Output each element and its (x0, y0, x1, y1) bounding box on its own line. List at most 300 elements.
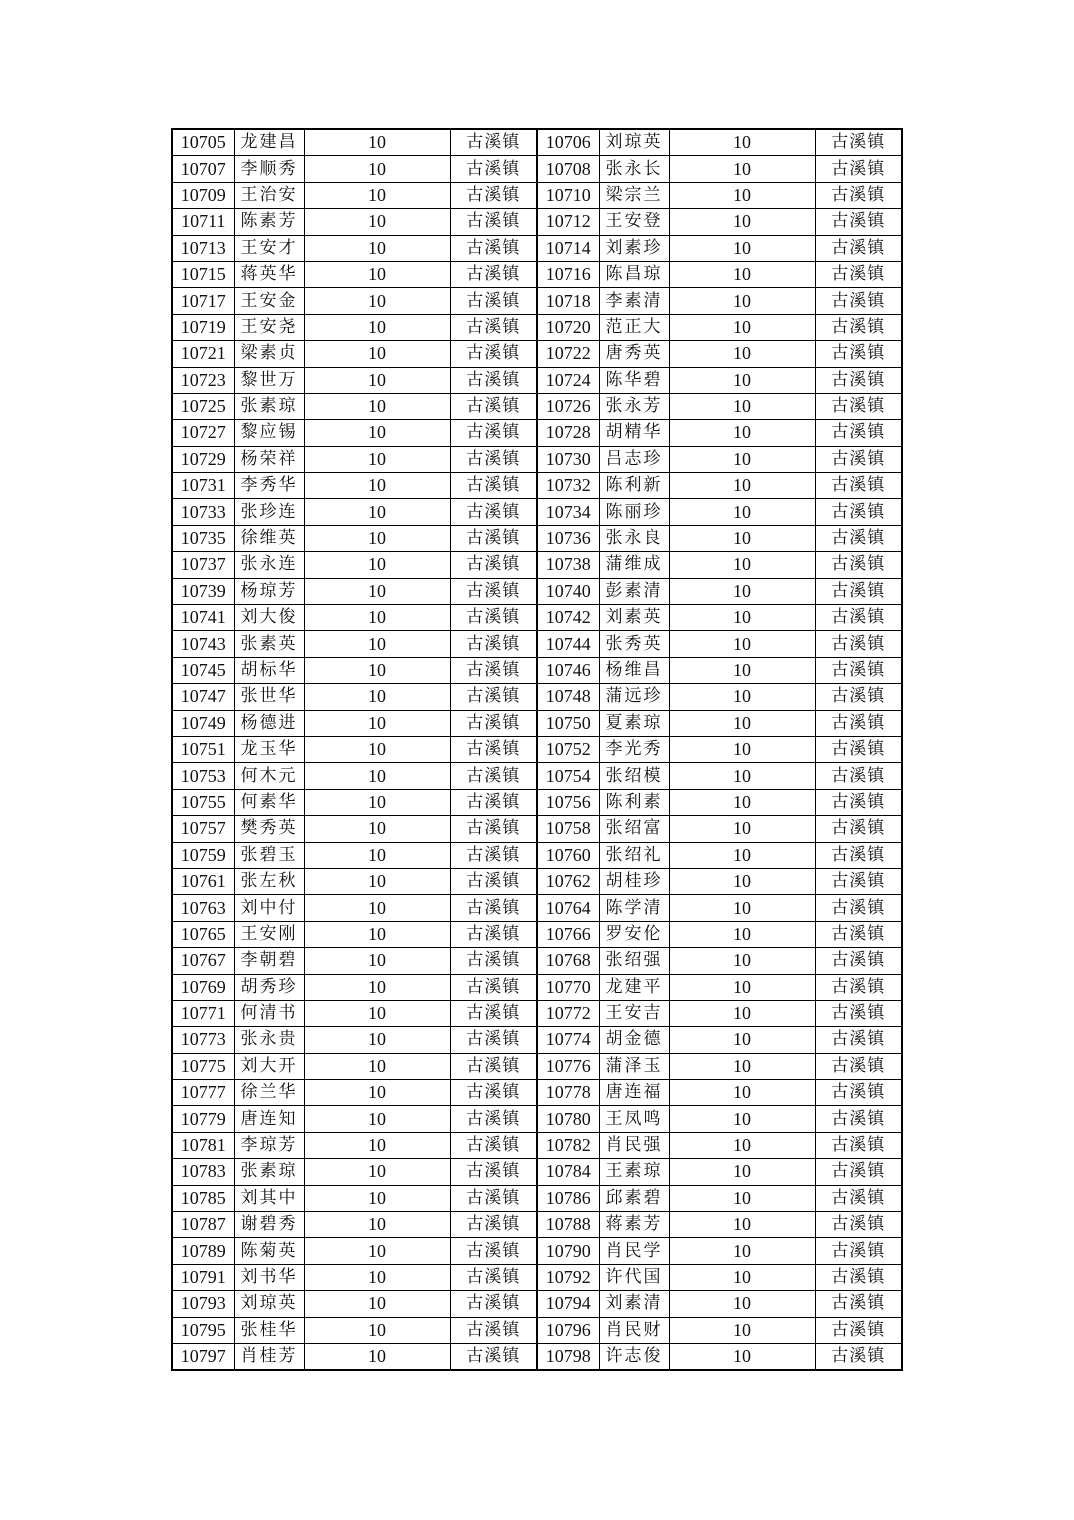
record-id-cell: 10786 (537, 1185, 599, 1211)
town-name-cell: 古溪镇 (815, 816, 902, 842)
town-name-cell: 古溪镇 (450, 578, 537, 604)
town-name-cell: 古溪镇 (815, 1238, 902, 1264)
amount-cell: 10 (304, 1317, 450, 1343)
amount-cell: 10 (669, 367, 815, 393)
record-id-cell: 10718 (537, 288, 599, 314)
person-name-cell: 张碧玉 (234, 842, 304, 868)
amount-cell: 10 (669, 921, 815, 947)
amount-cell: 10 (669, 182, 815, 208)
person-name-cell: 陈利素 (599, 789, 669, 815)
table-row (172, 235, 902, 261)
record-id-cell: 10732 (537, 473, 599, 499)
person-name-cell: 刘书华 (234, 1264, 304, 1290)
town-name-cell: 古溪镇 (450, 473, 537, 499)
amount-cell: 10 (669, 314, 815, 340)
amount-cell: 10 (669, 1343, 815, 1370)
record-id-cell: 10798 (537, 1343, 599, 1370)
amount-cell: 10 (669, 1212, 815, 1238)
amount-cell: 10 (669, 816, 815, 842)
table-row (172, 1317, 902, 1343)
record-id-cell: 10785 (172, 1185, 234, 1211)
record-id-cell: 10729 (172, 446, 234, 472)
record-id-cell: 10784 (537, 1159, 599, 1185)
amount-cell: 10 (669, 895, 815, 921)
town-name-cell: 古溪镇 (450, 209, 537, 235)
town-name-cell: 古溪镇 (815, 789, 902, 815)
record-id-cell: 10780 (537, 1106, 599, 1132)
amount-cell: 10 (304, 921, 450, 947)
town-name-cell: 古溪镇 (450, 921, 537, 947)
record-id-cell: 10727 (172, 420, 234, 446)
record-id-cell: 10755 (172, 789, 234, 815)
record-id-cell: 10752 (537, 736, 599, 762)
table-row (172, 868, 902, 894)
town-name-cell: 古溪镇 (450, 261, 537, 287)
person-name-cell: 胡金德 (599, 1027, 669, 1053)
table-row (172, 209, 902, 235)
record-id-cell: 10756 (537, 789, 599, 815)
town-name-cell: 古溪镇 (815, 288, 902, 314)
person-name-cell: 何木元 (234, 763, 304, 789)
town-name-cell: 古溪镇 (450, 1264, 537, 1290)
record-id-cell: 10787 (172, 1212, 234, 1238)
amount-cell: 10 (669, 657, 815, 683)
amount-cell: 10 (304, 868, 450, 894)
town-name-cell: 古溪镇 (450, 816, 537, 842)
amount-cell: 10 (304, 816, 450, 842)
amount-cell: 10 (304, 1000, 450, 1026)
table-row (172, 341, 902, 367)
amount-cell: 10 (669, 1106, 815, 1132)
town-name-cell: 古溪镇 (450, 605, 537, 631)
amount-cell: 10 (669, 1291, 815, 1317)
amount-cell: 10 (669, 1159, 815, 1185)
record-id-cell: 10708 (537, 156, 599, 182)
record-id-cell: 10725 (172, 393, 234, 419)
amount-cell: 10 (304, 209, 450, 235)
amount-cell: 10 (304, 341, 450, 367)
person-name-cell: 王安才 (234, 235, 304, 261)
person-name-cell: 蒲维成 (599, 552, 669, 578)
amount-cell: 10 (669, 605, 815, 631)
record-id-cell: 10773 (172, 1027, 234, 1053)
amount-cell: 10 (304, 367, 450, 393)
town-name-cell: 古溪镇 (450, 1291, 537, 1317)
person-name-cell: 张绍模 (599, 763, 669, 789)
person-name-cell: 陈学清 (599, 895, 669, 921)
record-id-cell: 10749 (172, 710, 234, 736)
record-id-cell: 10726 (537, 393, 599, 419)
table-row (172, 842, 902, 868)
amount-cell: 10 (304, 552, 450, 578)
person-name-cell: 王治安 (234, 182, 304, 208)
town-name-cell: 古溪镇 (450, 684, 537, 710)
table-row (172, 789, 902, 815)
town-name-cell: 古溪镇 (450, 736, 537, 762)
record-id-cell: 10710 (537, 182, 599, 208)
town-name-cell: 古溪镇 (815, 842, 902, 868)
record-id-cell: 10705 (172, 129, 234, 156)
person-name-cell: 杨荣祥 (234, 446, 304, 472)
town-name-cell: 古溪镇 (815, 1000, 902, 1026)
amount-cell: 10 (669, 710, 815, 736)
person-name-cell: 肖民强 (599, 1132, 669, 1158)
table-row (172, 710, 902, 736)
amount-cell: 10 (304, 1159, 450, 1185)
amount-cell: 10 (669, 763, 815, 789)
record-id-cell: 10777 (172, 1080, 234, 1106)
amount-cell: 10 (669, 261, 815, 287)
town-name-cell: 古溪镇 (450, 1159, 537, 1185)
record-id-cell: 10783 (172, 1159, 234, 1185)
record-id-cell: 10734 (537, 499, 599, 525)
record-id-cell: 10707 (172, 156, 234, 182)
table-row (172, 657, 902, 683)
record-id-cell: 10709 (172, 182, 234, 208)
record-id-cell: 10737 (172, 552, 234, 578)
record-id-cell: 10791 (172, 1264, 234, 1290)
amount-cell: 10 (669, 1027, 815, 1053)
town-name-cell: 古溪镇 (815, 710, 902, 736)
amount-cell: 10 (304, 763, 450, 789)
record-id-cell: 10733 (172, 499, 234, 525)
town-name-cell: 古溪镇 (450, 1000, 537, 1026)
record-id-cell: 10771 (172, 1000, 234, 1026)
amount-cell: 10 (304, 473, 450, 499)
table-row (172, 314, 902, 340)
town-name-cell: 古溪镇 (450, 1106, 537, 1132)
record-id-cell: 10778 (537, 1080, 599, 1106)
amount-cell: 10 (304, 1238, 450, 1264)
table-row (172, 1291, 902, 1317)
record-id-cell: 10728 (537, 420, 599, 446)
amount-cell: 10 (304, 1291, 450, 1317)
person-name-cell: 许志俊 (599, 1343, 669, 1370)
record-id-cell: 10740 (537, 578, 599, 604)
record-id-cell: 10772 (537, 1000, 599, 1026)
town-name-cell: 古溪镇 (450, 895, 537, 921)
town-name-cell: 古溪镇 (815, 525, 902, 551)
town-name-cell: 古溪镇 (450, 288, 537, 314)
table-row (172, 1238, 902, 1264)
person-name-cell: 张桂华 (234, 1317, 304, 1343)
record-id-cell: 10775 (172, 1053, 234, 1079)
town-name-cell: 古溪镇 (450, 1238, 537, 1264)
person-name-cell: 李素清 (599, 288, 669, 314)
town-name-cell: 古溪镇 (815, 684, 902, 710)
person-name-cell: 张绍强 (599, 948, 669, 974)
town-name-cell: 古溪镇 (815, 948, 902, 974)
town-name-cell: 古溪镇 (450, 314, 537, 340)
person-name-cell: 刘中付 (234, 895, 304, 921)
roster-table (171, 128, 903, 1371)
person-name-cell: 罗安伦 (599, 921, 669, 947)
town-name-cell: 古溪镇 (815, 367, 902, 393)
amount-cell: 10 (669, 473, 815, 499)
town-name-cell: 古溪镇 (815, 605, 902, 631)
amount-cell: 10 (304, 1106, 450, 1132)
record-id-cell: 10721 (172, 341, 234, 367)
town-name-cell: 古溪镇 (450, 974, 537, 1000)
town-name-cell: 古溪镇 (815, 657, 902, 683)
amount-cell: 10 (669, 129, 815, 156)
record-id-cell: 10746 (537, 657, 599, 683)
record-id-cell: 10739 (172, 578, 234, 604)
person-name-cell: 蒋英华 (234, 261, 304, 287)
person-name-cell: 李顺秀 (234, 156, 304, 182)
amount-cell: 10 (669, 1185, 815, 1211)
table-row (172, 367, 902, 393)
table-row (172, 578, 902, 604)
person-name-cell: 王安登 (599, 209, 669, 235)
person-name-cell: 唐连知 (234, 1106, 304, 1132)
town-name-cell: 古溪镇 (815, 156, 902, 182)
person-name-cell: 胡桂珍 (599, 868, 669, 894)
roster-table-body (172, 129, 902, 1370)
person-name-cell: 唐连福 (599, 1080, 669, 1106)
person-name-cell: 王凤鸣 (599, 1106, 669, 1132)
town-name-cell: 古溪镇 (815, 314, 902, 340)
table-row (172, 446, 902, 472)
person-name-cell: 王安尧 (234, 314, 304, 340)
table-row (172, 895, 902, 921)
amount-cell: 10 (304, 684, 450, 710)
town-name-cell: 古溪镇 (815, 631, 902, 657)
record-id-cell: 10770 (537, 974, 599, 1000)
town-name-cell: 古溪镇 (450, 1343, 537, 1370)
table-row (172, 156, 902, 182)
table-row (172, 605, 902, 631)
person-name-cell: 蒲泽玉 (599, 1053, 669, 1079)
record-id-cell: 10763 (172, 895, 234, 921)
table-row (172, 921, 902, 947)
town-name-cell: 古溪镇 (815, 1106, 902, 1132)
town-name-cell: 古溪镇 (450, 235, 537, 261)
record-id-cell: 10714 (537, 235, 599, 261)
person-name-cell: 许代国 (599, 1264, 669, 1290)
record-id-cell: 10792 (537, 1264, 599, 1290)
amount-cell: 10 (669, 156, 815, 182)
amount-cell: 10 (304, 288, 450, 314)
person-name-cell: 吕志珍 (599, 446, 669, 472)
amount-cell: 10 (669, 789, 815, 815)
person-name-cell: 梁素贞 (234, 341, 304, 367)
amount-cell: 10 (304, 261, 450, 287)
person-name-cell: 夏素琼 (599, 710, 669, 736)
record-id-cell: 10724 (537, 367, 599, 393)
person-name-cell: 刘素英 (599, 605, 669, 631)
person-name-cell: 刘大开 (234, 1053, 304, 1079)
person-name-cell: 樊秀英 (234, 816, 304, 842)
amount-cell: 10 (669, 948, 815, 974)
amount-cell: 10 (669, 1317, 815, 1343)
person-name-cell: 龙建昌 (234, 129, 304, 156)
amount-cell: 10 (669, 1053, 815, 1079)
amount-cell: 10 (304, 1343, 450, 1370)
town-name-cell: 古溪镇 (450, 341, 537, 367)
person-name-cell: 王安吉 (599, 1000, 669, 1026)
amount-cell: 10 (304, 235, 450, 261)
town-name-cell: 古溪镇 (450, 156, 537, 182)
table-row (172, 129, 902, 156)
table-row (172, 525, 902, 551)
town-name-cell: 古溪镇 (815, 1264, 902, 1290)
person-name-cell: 胡秀珍 (234, 974, 304, 1000)
table-row (172, 288, 902, 314)
amount-cell: 10 (304, 1027, 450, 1053)
town-name-cell: 古溪镇 (815, 446, 902, 472)
table-row (172, 393, 902, 419)
town-name-cell: 古溪镇 (450, 393, 537, 419)
record-id-cell: 10738 (537, 552, 599, 578)
record-id-cell: 10793 (172, 1291, 234, 1317)
person-name-cell: 肖民学 (599, 1238, 669, 1264)
amount-cell: 10 (304, 842, 450, 868)
amount-cell: 10 (304, 631, 450, 657)
town-name-cell: 古溪镇 (450, 525, 537, 551)
person-name-cell: 张秀英 (599, 631, 669, 657)
person-name-cell: 何素华 (234, 789, 304, 815)
amount-cell: 10 (304, 1053, 450, 1079)
person-name-cell: 胡标华 (234, 657, 304, 683)
record-id-cell: 10748 (537, 684, 599, 710)
amount-cell: 10 (304, 420, 450, 446)
table-row (172, 473, 902, 499)
person-name-cell: 张永长 (599, 156, 669, 182)
town-name-cell: 古溪镇 (815, 1185, 902, 1211)
town-name-cell: 古溪镇 (450, 420, 537, 446)
amount-cell: 10 (669, 499, 815, 525)
table-row (172, 763, 902, 789)
amount-cell: 10 (669, 736, 815, 762)
person-name-cell: 张素琼 (234, 393, 304, 419)
town-name-cell: 古溪镇 (450, 129, 537, 156)
person-name-cell: 王安金 (234, 288, 304, 314)
town-name-cell: 古溪镇 (450, 763, 537, 789)
record-id-cell: 10745 (172, 657, 234, 683)
record-id-cell: 10744 (537, 631, 599, 657)
record-id-cell: 10735 (172, 525, 234, 551)
table-row (172, 948, 902, 974)
record-id-cell: 10781 (172, 1132, 234, 1158)
table-row (172, 1159, 902, 1185)
record-id-cell: 10790 (537, 1238, 599, 1264)
person-name-cell: 陈昌琼 (599, 261, 669, 287)
amount-cell: 10 (669, 1264, 815, 1290)
person-name-cell: 杨维昌 (599, 657, 669, 683)
amount-cell: 10 (669, 1238, 815, 1264)
table-row (172, 552, 902, 578)
town-name-cell: 古溪镇 (450, 499, 537, 525)
amount-cell: 10 (304, 895, 450, 921)
table-row (172, 1106, 902, 1132)
person-name-cell: 胡精华 (599, 420, 669, 446)
table-row (172, 1264, 902, 1290)
person-name-cell: 李朝碧 (234, 948, 304, 974)
amount-cell: 10 (304, 710, 450, 736)
town-name-cell: 古溪镇 (815, 1291, 902, 1317)
amount-cell: 10 (669, 974, 815, 1000)
town-name-cell: 古溪镇 (815, 182, 902, 208)
amount-cell: 10 (304, 1212, 450, 1238)
town-name-cell: 古溪镇 (450, 1317, 537, 1343)
amount-cell: 10 (304, 314, 450, 340)
record-id-cell: 10715 (172, 261, 234, 287)
town-name-cell: 古溪镇 (815, 578, 902, 604)
amount-cell: 10 (669, 420, 815, 446)
record-id-cell: 10766 (537, 921, 599, 947)
town-name-cell: 古溪镇 (815, 209, 902, 235)
amount-cell: 10 (304, 1080, 450, 1106)
roster-table-wrapper (171, 128, 901, 1371)
table-row (172, 974, 902, 1000)
person-name-cell: 陈华碧 (599, 367, 669, 393)
record-id-cell: 10711 (172, 209, 234, 235)
table-row (172, 736, 902, 762)
town-name-cell: 古溪镇 (815, 921, 902, 947)
person-name-cell: 杨德进 (234, 710, 304, 736)
town-name-cell: 古溪镇 (815, 895, 902, 921)
record-id-cell: 10764 (537, 895, 599, 921)
person-name-cell: 杨琼芳 (234, 578, 304, 604)
person-name-cell: 刘琼英 (599, 129, 669, 156)
amount-cell: 10 (304, 393, 450, 419)
town-name-cell: 古溪镇 (450, 1212, 537, 1238)
record-id-cell: 10758 (537, 816, 599, 842)
amount-cell: 10 (304, 129, 450, 156)
town-name-cell: 古溪镇 (450, 710, 537, 736)
amount-cell: 10 (669, 1080, 815, 1106)
amount-cell: 10 (304, 578, 450, 604)
town-name-cell: 古溪镇 (815, 1053, 902, 1079)
person-name-cell: 谢碧秀 (234, 1212, 304, 1238)
record-id-cell: 10751 (172, 736, 234, 762)
person-name-cell: 唐秀英 (599, 341, 669, 367)
table-row (172, 1132, 902, 1158)
person-name-cell: 张左秋 (234, 868, 304, 894)
person-name-cell: 李琼芳 (234, 1132, 304, 1158)
person-name-cell: 刘素珍 (599, 235, 669, 261)
person-name-cell: 刘大俊 (234, 605, 304, 631)
record-id-cell: 10706 (537, 129, 599, 156)
amount-cell: 10 (669, 868, 815, 894)
table-row (172, 420, 902, 446)
table-row (172, 182, 902, 208)
record-id-cell: 10789 (172, 1238, 234, 1264)
town-name-cell: 古溪镇 (815, 1343, 902, 1370)
town-name-cell: 古溪镇 (450, 868, 537, 894)
person-name-cell: 张世华 (234, 684, 304, 710)
person-name-cell: 蒋素芳 (599, 1212, 669, 1238)
amount-cell: 10 (669, 393, 815, 419)
record-id-cell: 10731 (172, 473, 234, 499)
person-name-cell: 梁宗兰 (599, 182, 669, 208)
town-name-cell: 古溪镇 (450, 1132, 537, 1158)
person-name-cell: 张珍连 (234, 499, 304, 525)
person-name-cell: 邱素碧 (599, 1185, 669, 1211)
amount-cell: 10 (304, 446, 450, 472)
amount-cell: 10 (669, 288, 815, 314)
record-id-cell: 10776 (537, 1053, 599, 1079)
person-name-cell: 陈丽珍 (599, 499, 669, 525)
record-id-cell: 10754 (537, 763, 599, 789)
person-name-cell: 张永良 (599, 525, 669, 551)
amount-cell: 10 (304, 1264, 450, 1290)
person-name-cell: 肖民财 (599, 1317, 669, 1343)
table-row (172, 1027, 902, 1053)
town-name-cell: 古溪镇 (815, 1317, 902, 1343)
record-id-cell: 10767 (172, 948, 234, 974)
